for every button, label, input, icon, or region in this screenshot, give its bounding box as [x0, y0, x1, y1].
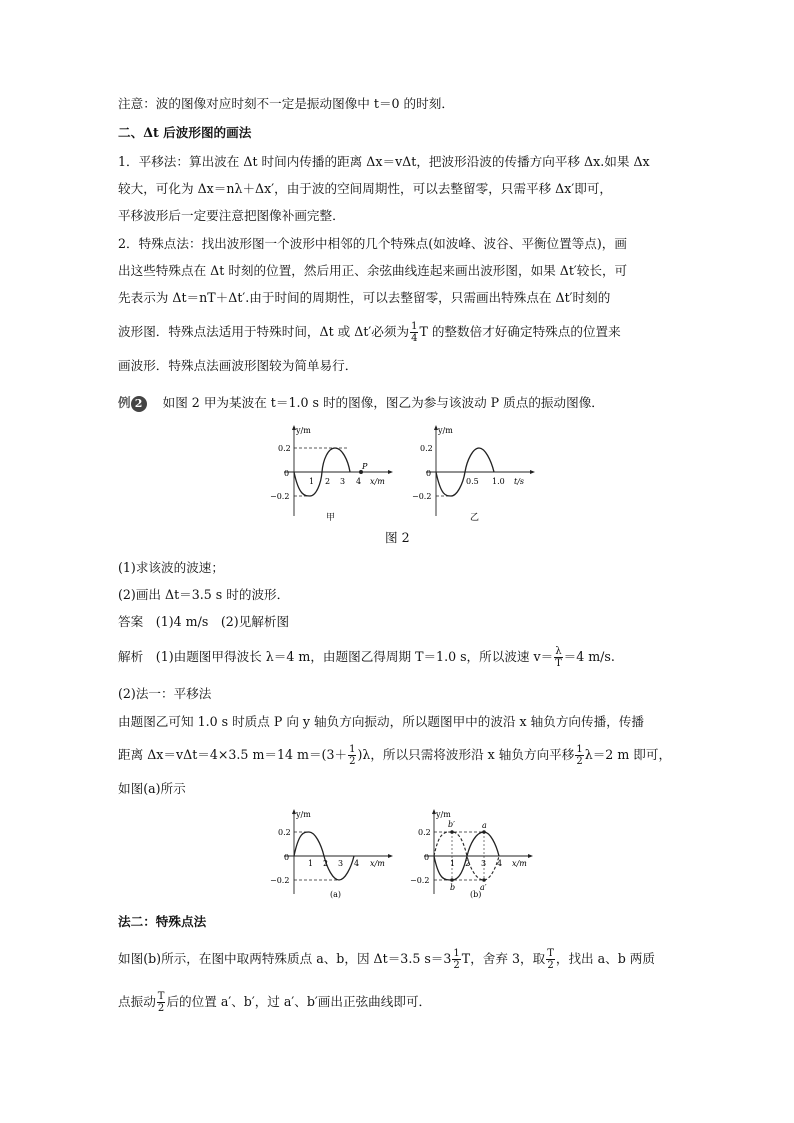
x-tick: 1 [308, 859, 314, 868]
paragraph-line: 1．平移法：算出波在 Δt 时间内传播的距离 Δx＝vΔt，把波形沿波的传播方向平移 Δx.如果 Δx [118, 154, 650, 169]
point-a-prime-label: a′ [480, 883, 487, 892]
y-tick-bottom: −0.2 [412, 492, 432, 501]
t-tick: 0.5 [466, 477, 479, 486]
y-tick-zero: 0 [284, 853, 290, 862]
question-2: (2)画出 Δt＝3.5 s 时的波形． [118, 587, 290, 602]
x-tick: 2 [323, 859, 329, 868]
text-span: ，找出 a、b 两质 [555, 951, 655, 966]
fraction-numerator: 1 [349, 744, 356, 755]
example-text: 如图 2 甲为某波在 t＝1.0 s 时的图像，图乙为参与该波动 P 质点的振动图像． [162, 395, 604, 410]
text-span: 距离 Δx＝vΔt＝4×3.5 m＝14 m＝(3＋ [118, 747, 348, 762]
fraction [410, 321, 418, 344]
fraction [157, 991, 166, 1014]
fraction-denominator: 2 [157, 1003, 165, 1014]
x-tick: 4 [356, 477, 362, 486]
fraction-denominator: 2 [547, 960, 554, 971]
y-tick-bottom: −0.2 [270, 492, 290, 501]
x-tick: 2 [465, 859, 471, 868]
x-tick: 1 [450, 859, 456, 868]
text-span: T，舍弃 3，取 [461, 951, 546, 966]
fraction [575, 744, 583, 767]
paragraph-line: 由题图乙可知 1.0 s 时质点 P 向 y 轴负方向振动，所以题图甲中的波沿 x 轴负方向传播，传播 [118, 714, 644, 729]
fraction-denominator: 2 [453, 960, 460, 971]
y-tick-top: 0.2 [420, 444, 433, 453]
question-1: (1)求该波的波速； [118, 560, 224, 575]
x-tick: 3 [481, 859, 487, 868]
paragraph-line: 出这些特殊点在 Δt 时刻的位置，然后用正、余弦曲线连起来画出波形图，如果 Δt′较长，可 [118, 263, 628, 278]
y-axis-label: y/m [296, 810, 311, 819]
section-heading: 二、Δt 后波形图的画法 [118, 125, 252, 140]
x-tick: 3 [338, 859, 344, 868]
figure-caption: (b) [470, 890, 482, 899]
x-tick: 1 [309, 477, 315, 486]
fraction-numerator: 1 [576, 744, 583, 755]
x-axis-label: x/m [370, 859, 385, 868]
analysis-line [118, 646, 615, 669]
t-axis-label: t/s [514, 477, 525, 486]
point-b-prime-label: b′ [448, 820, 455, 829]
figure-b [408, 806, 538, 906]
x-axis-label: x/m [512, 859, 527, 868]
t-tick: 1.0 [492, 477, 505, 486]
fraction [348, 744, 356, 767]
figure-title: 图 2 [385, 530, 410, 545]
fraction-numerator: T [547, 948, 554, 959]
paragraph-line: 较大，可化为 Δx＝nλ＋Δx′，由于波的空间周期性，可以去整留零，只需平移 Δx′即可， [118, 181, 613, 196]
text-span: 后的位置 a′、b′，过 a′、b′画出正弦曲线即可． [166, 994, 432, 1009]
paragraph-line: 如图(a)所示 [118, 781, 186, 796]
method-heading: (2)法一：平移法 [118, 686, 212, 701]
y-tick-top: 0.2 [418, 828, 431, 837]
fraction-denominator: 2 [576, 756, 583, 767]
x-axis-label: x/m [370, 477, 385, 486]
paragraph-line [118, 948, 655, 971]
fraction [554, 646, 562, 669]
point-b-label: b [450, 883, 456, 892]
paragraph-line: 2．特殊点法：找出波形图一个波形中相邻的几个特殊点(如波峰、波谷、平衡位置等点)，画 [118, 236, 627, 251]
paragraph-line: 先表示为 Δt＝nT＋Δt′.由于时间的周期性，可以去整留零，只需画出特殊点在 Δt′时刻的 [118, 290, 611, 305]
figure-a [268, 806, 398, 906]
fraction-numerator: T [157, 991, 165, 1002]
text-span: λ＝2 m 即可， [584, 747, 672, 762]
fraction-denominator: 2 [349, 756, 356, 767]
figure-yi [410, 424, 540, 524]
fraction [546, 948, 555, 971]
paragraph-line [118, 991, 431, 1014]
text-span: )λ，所以只需将波形沿 x 轴负方向平移 [357, 747, 575, 762]
example-label: 例 [118, 395, 131, 410]
y-tick-bottom: −0.2 [270, 876, 290, 885]
text-span: T 的整数倍才好确定特殊点的位置来 [419, 324, 621, 339]
x-tick: 3 [340, 477, 346, 486]
y-tick-zero: 0 [284, 469, 290, 478]
y-axis-label: y/m [436, 810, 451, 819]
x-tick: 2 [325, 477, 331, 486]
figure-caption: 乙 [470, 513, 480, 523]
fraction-denominator: T [555, 658, 562, 669]
fraction [452, 948, 460, 971]
text-span: 点振动 [118, 994, 156, 1009]
example-line [118, 395, 604, 412]
x-tick: 4 [497, 859, 503, 868]
y-axis-label: y/m [296, 426, 311, 435]
figure-caption: (a) [330, 890, 342, 899]
note-paragraph: 注意：波的图像对应时刻不一定是振动图像中 t＝0 的时刻． [118, 96, 454, 111]
y-tick-zero: 0 [426, 469, 432, 478]
y-tick-zero: 0 [424, 853, 430, 862]
paragraph-line: 画波形．特殊点法画波形图较为简单易行． [118, 358, 358, 373]
text-span: 如图(b)所示，在图中取两特殊质点 a、b，因 Δt＝3.5 s＝3 [118, 951, 452, 966]
y-axis-label: y/m [438, 426, 453, 435]
figure-caption: 甲 [326, 513, 336, 523]
example-number-badge: 2 [131, 396, 147, 412]
answer-line: 答案 (1)4 m/s (2)见解析图 [118, 614, 290, 629]
paragraph-line [118, 321, 621, 344]
point-p-label: P [362, 462, 368, 471]
fraction-numerator: 1 [453, 948, 460, 959]
y-tick-bottom: −0.2 [410, 876, 430, 885]
figure-jia [268, 424, 398, 524]
paragraph-line [118, 744, 671, 767]
text-span: ＝4 m/s. [563, 649, 615, 664]
fraction-numerator: λ [555, 646, 562, 657]
fraction-numerator: 1 [411, 321, 418, 332]
fraction-denominator: 4 [411, 333, 418, 344]
y-tick-top: 0.2 [278, 444, 291, 453]
text-span: 波形图．特殊点法适用于特殊时间，Δt 或 Δt′必须为 [118, 324, 410, 339]
point-a-label: a [482, 821, 487, 830]
x-tick: 4 [354, 859, 360, 868]
y-tick-top: 0.2 [278, 828, 291, 837]
text-span: 解析 (1)由题图甲得波长 λ＝4 m，由题图乙得周期 T＝1.0 s，所以波速 v＝ [118, 649, 554, 664]
method-heading: 法二：特殊点法 [118, 914, 207, 929]
paragraph-line: 平移波形后一定要注意把图像补画完整． [118, 208, 345, 223]
